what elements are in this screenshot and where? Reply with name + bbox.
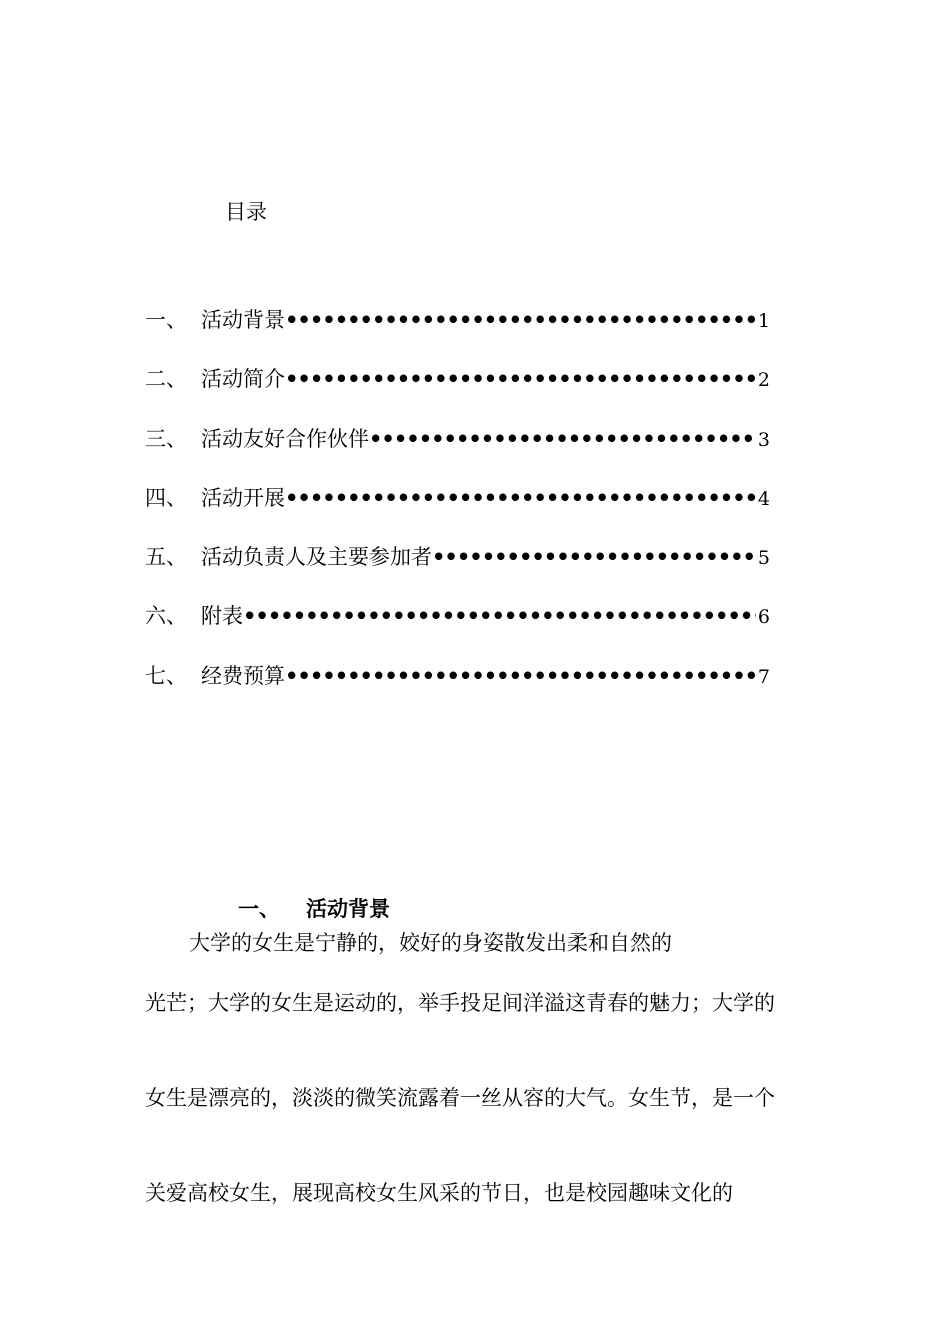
toc-entry-background[interactable]	[145, 306, 770, 365]
toc-entry-title: 附表	[201, 604, 243, 629]
body-paragraph: 大学的女生是宁静的，姣好的身姿散发出柔和自然的	[189, 931, 672, 955]
toc-entry-number: 三、	[145, 426, 187, 451]
toc-entry-title: 经费预算	[201, 663, 285, 688]
section-title: 活动背景	[306, 897, 390, 921]
toc-entry-page: 6	[757, 606, 770, 629]
body-paragraph: 光芒；大学的女生是运动的，举手投足间洋溢这青春的魅力；大学的	[145, 991, 775, 1015]
toc-entry-number: 四、	[145, 485, 187, 510]
toc-entry-page: 7	[757, 665, 770, 688]
toc-dot-leader	[285, 484, 756, 512]
toc-entry-number: 一、	[145, 308, 187, 332]
body-paragraph: 关爱高校女生，展现高校女生风采的节日，也是校园趣味文化的	[145, 1181, 733, 1205]
toc-entry-page: 4	[757, 487, 770, 510]
toc-entry-page: 2	[757, 369, 770, 392]
toc-dot-leader	[285, 662, 756, 690]
toc-entry-title: 活动负责人及主要参加者	[201, 545, 432, 570]
section-heading	[238, 895, 390, 923]
toc-title: 目录	[225, 200, 267, 224]
body-paragraph: 女生是漂亮的，淡淡的微笑流露着一丝从容的大气。女生节，是一个	[145, 1086, 775, 1110]
toc-entry-appendix[interactable]	[145, 602, 770, 661]
toc-dot-leader	[243, 602, 756, 630]
toc-dot-leader	[432, 543, 756, 571]
toc-entry-number: 六、	[145, 604, 187, 629]
toc-dot-leader	[369, 425, 756, 453]
toc-entry-activities[interactable]	[145, 484, 770, 543]
toc-entry-page: 5	[757, 547, 770, 570]
toc-entry-partners[interactable]	[145, 425, 770, 484]
table-of-contents	[145, 306, 770, 721]
toc-entry-title: 活动简介	[201, 367, 285, 392]
toc-entry-organizers[interactable]	[145, 543, 770, 602]
toc-entry-number: 七、	[145, 663, 187, 688]
toc-entry-page: 1	[757, 310, 770, 332]
toc-entry-title: 活动开展	[201, 485, 285, 510]
toc-entry-number: 二、	[145, 367, 187, 392]
toc-dot-leader	[285, 306, 756, 334]
toc-dot-leader	[285, 365, 756, 393]
toc-entry-title: 活动背景	[201, 308, 285, 332]
toc-entry-title: 活动友好合作伙伴	[201, 426, 369, 451]
toc-entry-budget[interactable]	[145, 662, 770, 721]
toc-entry-introduction[interactable]	[145, 365, 770, 424]
toc-entry-number: 五、	[145, 545, 187, 570]
toc-entry-page: 3	[757, 428, 770, 451]
section-number: 一、	[238, 897, 280, 921]
